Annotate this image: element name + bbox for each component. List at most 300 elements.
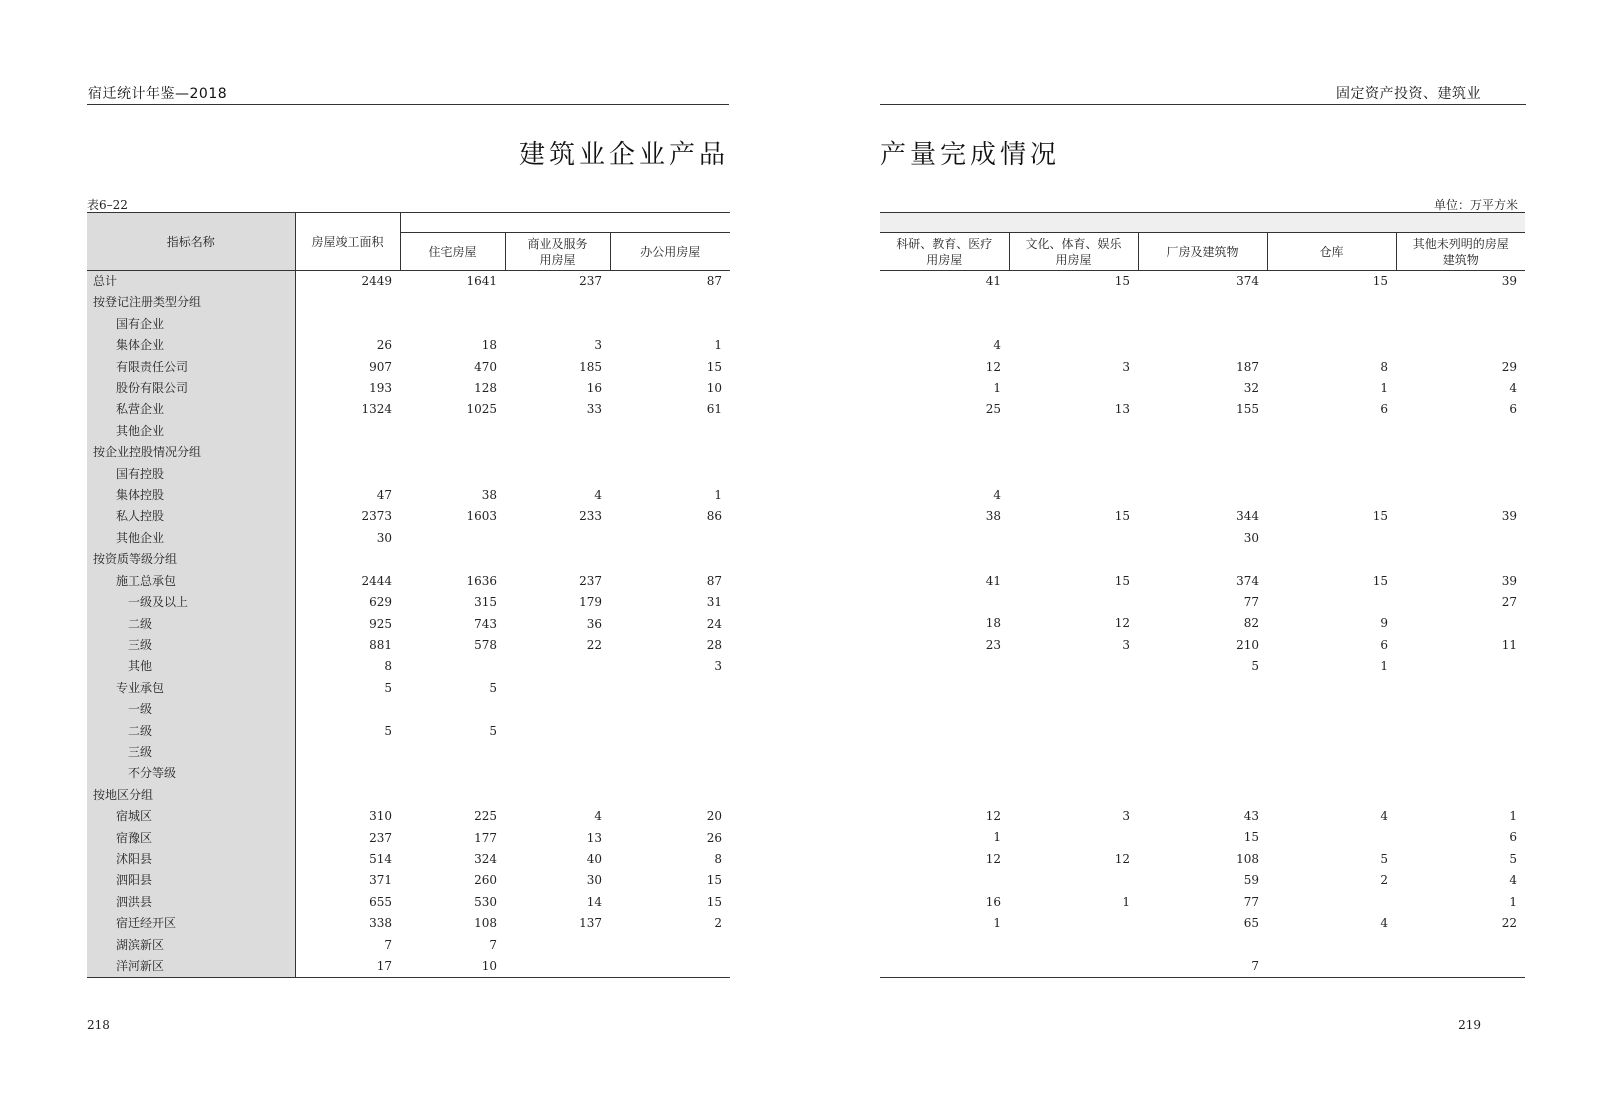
cell-research <box>880 742 1009 763</box>
cell-office <box>610 699 730 720</box>
table-row <box>880 378 1525 399</box>
table-row <box>87 656 730 677</box>
cell-total: 338 <box>369 916 392 931</box>
cell-culture: 3 <box>1122 637 1130 652</box>
cell-residential: 225 <box>474 809 497 824</box>
cell-total: 17 <box>295 956 400 978</box>
cell-culture <box>1009 292 1138 313</box>
cell-factory <box>1138 314 1267 335</box>
cell-commercial: 22 <box>586 637 602 652</box>
row-label: 专业承包 <box>87 678 295 699</box>
cell-factory: 210 <box>1236 637 1259 652</box>
cell-culture: 3 <box>1122 808 1130 823</box>
cell-factory: 108 <box>1236 851 1259 866</box>
row-label: 泗洪县 <box>87 892 295 913</box>
table-row <box>880 870 1525 891</box>
cell-residential: 578 <box>474 637 497 652</box>
table-row <box>880 421 1525 442</box>
cell-other <box>1396 678 1525 699</box>
cell-office: 61 <box>706 402 723 417</box>
header-factory-buildings: 厂房及建筑物 <box>1138 233 1267 271</box>
cell-residential <box>400 528 505 549</box>
table-row <box>880 357 1525 378</box>
cell-culture <box>1009 335 1138 356</box>
cell-other: 6 <box>1509 402 1517 417</box>
header-office: 办公用房屋 <box>610 233 730 271</box>
cell-research <box>880 720 1009 741</box>
cell-office <box>610 721 730 742</box>
right-page <box>804 0 1609 1099</box>
cell-research <box>880 292 1009 313</box>
row-label: 其他企业 <box>87 421 295 442</box>
running-head-left: 宿迁统计年鉴—2018 <box>88 86 228 102</box>
cell-office <box>610 464 730 485</box>
table-row <box>87 614 730 635</box>
cell-warehouse: 4 <box>1380 916 1388 930</box>
cell-research: 1 <box>993 830 1001 845</box>
cell-office <box>610 763 730 784</box>
row-label: 总计 <box>87 271 295 293</box>
cell-factory <box>1138 742 1267 763</box>
cell-research <box>880 442 1009 463</box>
table-row <box>87 699 730 720</box>
cell-office: 15 <box>706 873 723 888</box>
cell-office: 87 <box>706 274 723 288</box>
cell-other: 29 <box>1501 359 1517 374</box>
cell-research <box>880 549 1009 570</box>
cell-factory: 187 <box>1236 359 1259 374</box>
table-row <box>880 720 1525 741</box>
header-commercial: 商业及服务用房屋 <box>505 233 610 271</box>
cell-residential: 1603 <box>466 509 497 524</box>
row-label: 国有控股 <box>87 464 295 485</box>
cell-office: 28 <box>706 637 723 652</box>
table-row <box>87 506 730 527</box>
page-number-left: 218 <box>87 1018 110 1032</box>
row-label: 宿迁经开区 <box>87 913 295 934</box>
table-row <box>87 399 730 420</box>
cell-research <box>880 678 1009 699</box>
cell-office <box>610 742 730 763</box>
cell-factory <box>1138 464 1267 485</box>
row-label: 一级及以上 <box>87 592 295 613</box>
cell-other <box>1396 656 1525 677</box>
row-label: 二级 <box>87 721 295 742</box>
cell-office <box>610 528 730 549</box>
cell-research: 41 <box>985 274 1001 288</box>
cell-office <box>610 442 730 463</box>
cell-warehouse: 2 <box>1380 873 1388 888</box>
cell-warehouse <box>1267 763 1396 784</box>
row-label: 二级 <box>87 614 295 635</box>
cell-commercial: 33 <box>586 402 602 417</box>
cell-office: 15 <box>706 359 723 374</box>
cell-culture: 13 <box>1114 402 1130 417</box>
table-row <box>87 870 730 891</box>
cell-total: 30 <box>376 530 392 545</box>
cell-office <box>610 421 730 442</box>
table-row <box>880 464 1525 485</box>
cell-residential: 128 <box>474 381 497 396</box>
cell-research <box>880 464 1009 485</box>
page-number-right: 219 <box>1458 1018 1481 1032</box>
row-label: 施工总承包 <box>87 571 295 592</box>
cell-office: 26 <box>706 830 723 845</box>
cell-commercial: 137 <box>579 916 602 931</box>
cell-office: 87 <box>706 573 723 588</box>
cell-factory <box>1138 678 1267 699</box>
table-row <box>880 442 1525 463</box>
cell-total: 8 <box>384 659 392 674</box>
table-row <box>880 849 1525 870</box>
cell-research <box>880 785 1009 806</box>
cell-warehouse: 15 <box>1372 274 1388 288</box>
cell-total: 655 <box>369 894 392 909</box>
cell-residential: 743 <box>474 616 497 631</box>
cell-total: 193 <box>369 381 392 396</box>
cell-office <box>610 314 730 335</box>
table-row <box>87 592 730 613</box>
cell-factory: 77 <box>1243 595 1259 609</box>
cell-warehouse <box>1267 442 1396 463</box>
header-other-buildings: 其他未列明的房屋建筑物 <box>1396 233 1525 271</box>
table-row <box>87 742 730 763</box>
table-row <box>880 913 1525 934</box>
cell-residential <box>400 763 505 784</box>
cell-warehouse: 8 <box>1380 359 1388 374</box>
row-label: 集体控股 <box>87 485 295 506</box>
table-row <box>880 571 1525 592</box>
cell-research: 25 <box>985 402 1001 417</box>
table-row <box>87 571 730 592</box>
cell-research <box>880 763 1009 784</box>
table-row <box>880 699 1525 720</box>
cell-commercial <box>505 721 610 742</box>
cell-culture <box>1009 699 1138 720</box>
row-label: 三级 <box>87 742 295 763</box>
table-row <box>880 292 1525 313</box>
cell-other: 1 <box>1509 808 1517 823</box>
cell-factory: 65 <box>1243 916 1259 930</box>
cell-other: 4 <box>1509 381 1517 395</box>
table-row <box>87 913 730 934</box>
cell-research: 4 <box>993 338 1001 353</box>
row-label: 私营企业 <box>87 399 295 420</box>
table-row <box>880 635 1525 656</box>
cell-residential: 7 <box>489 937 497 952</box>
cell-total: 2449 <box>361 274 392 288</box>
data-table-left <box>87 212 730 978</box>
cell-office: 8 <box>714 851 723 866</box>
cell-office: 10 <box>706 381 723 396</box>
row-label: 其他企业 <box>87 528 295 549</box>
cell-warehouse: 4 <box>1380 808 1388 823</box>
cell-warehouse <box>1267 892 1396 913</box>
cell-residential <box>400 421 505 442</box>
cell-culture <box>1009 656 1138 677</box>
cell-research: 18 <box>985 616 1001 631</box>
cell-total: 907 <box>369 359 392 374</box>
row-label: 有限责任公司 <box>87 357 295 378</box>
cell-culture <box>1009 870 1138 891</box>
cell-factory <box>1138 485 1267 506</box>
cell-residential: 324 <box>474 851 497 866</box>
cell-residential: 1636 <box>466 573 497 588</box>
cell-office: 31 <box>706 595 723 610</box>
cell-commercial <box>505 421 610 442</box>
cell-total: 881 <box>369 637 392 652</box>
cell-commercial: 233 <box>579 509 602 524</box>
table-row <box>87 292 730 313</box>
cell-residential <box>400 656 505 677</box>
cell-residential: 108 <box>474 916 497 931</box>
cell-total: 26 <box>376 338 392 353</box>
cell-residential: 38 <box>481 488 497 503</box>
cell-total: 5 <box>384 680 392 695</box>
cell-commercial: 3 <box>594 338 602 353</box>
running-head-right: 固定资产投资、建筑业 <box>1336 86 1481 102</box>
left-page <box>0 0 804 1099</box>
cell-other: 39 <box>1501 274 1517 288</box>
cell-commercial: 16 <box>586 381 602 396</box>
table-number: 表6–22 <box>87 198 128 212</box>
header-rule-right <box>880 104 1526 105</box>
cell-office: 3 <box>714 659 723 674</box>
cell-factory <box>1138 785 1267 806</box>
cell-warehouse: 15 <box>1372 573 1388 588</box>
cell-other <box>1396 934 1525 955</box>
cell-culture <box>1009 592 1138 613</box>
cell-other: 4 <box>1509 873 1517 888</box>
cell-warehouse <box>1267 549 1396 570</box>
header-culture-sports-entertainment: 文化、体育、娱乐用房屋 <box>1009 233 1138 271</box>
cell-residential <box>400 549 505 570</box>
cell-research <box>880 699 1009 720</box>
cell-warehouse: 1 <box>1380 659 1388 674</box>
cell-commercial <box>505 742 610 763</box>
table-row <box>87 806 730 827</box>
table-row <box>880 271 1525 293</box>
row-label: 宿城区 <box>87 806 295 827</box>
table-row <box>880 314 1525 335</box>
cell-total: 237 <box>369 830 392 845</box>
table-row <box>880 892 1525 913</box>
cell-research: 12 <box>985 359 1001 374</box>
header-indicator-name: 指标名称 <box>87 213 295 271</box>
cell-office <box>610 678 730 699</box>
table-row <box>880 485 1525 506</box>
table-title-part-1: 建筑业企业产品 <box>518 140 729 170</box>
cell-other: 22 <box>1501 916 1517 930</box>
cell-residential <box>400 464 505 485</box>
cell-research: 41 <box>985 573 1001 588</box>
table-row <box>880 592 1525 613</box>
cell-total: 5 <box>384 723 392 738</box>
cell-office: 1 <box>714 488 723 503</box>
row-label: 国有企业 <box>87 314 295 335</box>
cell-research <box>880 934 1009 955</box>
cell-total: 2444 <box>361 573 392 588</box>
cell-commercial: 4 <box>594 488 602 503</box>
cell-warehouse <box>1267 785 1396 806</box>
row-label: 其他 <box>87 656 295 677</box>
cell-culture: 12 <box>1114 851 1130 866</box>
row-label: 一级 <box>87 699 295 720</box>
cell-office <box>610 292 730 313</box>
cell-factory <box>1138 720 1267 741</box>
table-row <box>880 785 1525 806</box>
cell-warehouse <box>1267 956 1396 978</box>
cell-warehouse <box>1267 528 1396 549</box>
cell-factory <box>1138 335 1267 356</box>
table-row <box>880 763 1525 784</box>
cell-residential: 18 <box>481 338 497 353</box>
cell-commercial <box>505 678 610 699</box>
table-row <box>880 528 1525 549</box>
cell-other <box>1396 528 1525 549</box>
cell-culture: 1 <box>1122 894 1130 909</box>
cell-other <box>1396 785 1525 806</box>
cell-residential <box>400 442 505 463</box>
cell-total <box>295 763 400 784</box>
cell-total: 7 <box>384 937 392 952</box>
cell-warehouse <box>1267 464 1396 485</box>
cell-other <box>1396 613 1525 634</box>
header-warehouse: 仓库 <box>1267 233 1396 271</box>
cell-office <box>610 549 730 570</box>
cell-total: 1324 <box>361 402 392 417</box>
cell-office <box>610 956 730 978</box>
cell-factory: 344 <box>1236 509 1259 524</box>
cell-other: 39 <box>1501 509 1517 524</box>
table-row <box>87 935 730 956</box>
header-completed-area: 房屋竣工面积 <box>295 213 400 271</box>
cell-commercial <box>505 935 610 956</box>
cell-warehouse: 6 <box>1380 402 1388 417</box>
cell-other: 11 <box>1501 637 1517 652</box>
cell-research: 1 <box>993 916 1001 930</box>
cell-culture <box>1009 464 1138 485</box>
cell-culture: 15 <box>1114 573 1130 588</box>
cell-warehouse <box>1267 742 1396 763</box>
table-row <box>87 357 730 378</box>
cell-total: 371 <box>369 873 392 888</box>
cell-factory: 59 <box>1243 873 1259 888</box>
cell-total <box>295 785 400 806</box>
cell-other <box>1396 720 1525 741</box>
cell-commercial <box>505 292 610 313</box>
row-label: 不分等级 <box>87 763 295 784</box>
cell-culture <box>1009 827 1138 848</box>
cell-residential: 1025 <box>466 402 497 417</box>
cell-culture <box>1009 442 1138 463</box>
row-label: 股份有限公司 <box>87 378 295 399</box>
cell-other <box>1396 464 1525 485</box>
cell-commercial <box>505 442 610 463</box>
cell-other: 39 <box>1501 573 1517 588</box>
cell-commercial: 185 <box>579 359 602 374</box>
data-table-right <box>880 212 1525 978</box>
cell-research <box>880 656 1009 677</box>
table-row <box>87 464 730 485</box>
cell-factory <box>1138 549 1267 570</box>
table-row <box>87 892 730 913</box>
cell-commercial <box>505 763 610 784</box>
cell-other <box>1396 763 1525 784</box>
cell-culture <box>1009 913 1138 934</box>
row-label: 私人控股 <box>87 506 295 527</box>
cell-culture <box>1009 956 1138 978</box>
cell-factory: 82 <box>1243 616 1259 631</box>
cell-factory <box>1138 934 1267 955</box>
cell-total <box>295 442 400 463</box>
cell-other <box>1396 314 1525 335</box>
table-row <box>880 335 1525 356</box>
cell-other <box>1396 442 1525 463</box>
row-label: 宿豫区 <box>87 828 295 849</box>
cell-other <box>1396 742 1525 763</box>
cell-research: 12 <box>985 808 1001 823</box>
table-row <box>880 678 1525 699</box>
cell-residential <box>400 699 505 720</box>
table-row <box>87 335 730 356</box>
cell-research: 1 <box>993 381 1001 395</box>
table-row <box>880 399 1525 420</box>
cell-culture <box>1009 314 1138 335</box>
table-row <box>880 506 1525 527</box>
cell-residential: 10 <box>400 956 505 978</box>
table-row <box>87 421 730 442</box>
cell-factory: 374 <box>1236 274 1259 288</box>
cell-residential: 5 <box>489 723 497 738</box>
cell-commercial <box>505 528 610 549</box>
cell-culture: 15 <box>1114 274 1130 288</box>
cell-culture <box>1009 742 1138 763</box>
table-row <box>87 956 730 978</box>
cell-culture <box>1009 720 1138 741</box>
cell-other <box>1396 699 1525 720</box>
cell-other <box>1396 485 1525 506</box>
cell-culture <box>1009 934 1138 955</box>
cell-commercial: 237 <box>579 274 602 288</box>
table-row <box>880 956 1525 978</box>
cell-culture <box>1009 785 1138 806</box>
cell-research: 38 <box>985 509 1001 524</box>
cell-commercial: 237 <box>579 573 602 588</box>
cell-culture <box>1009 678 1138 699</box>
cell-research: 16 <box>985 894 1001 909</box>
cell-warehouse <box>1267 720 1396 741</box>
table-row <box>87 635 730 656</box>
cell-residential: 177 <box>474 830 497 845</box>
row-label: 按企业控股情况分组 <box>87 442 295 463</box>
cell-commercial <box>505 785 610 806</box>
cell-culture <box>1009 421 1138 442</box>
table-row <box>87 763 730 784</box>
cell-total: 2373 <box>361 509 392 524</box>
cell-total <box>295 464 400 485</box>
row-label: 湖滨新区 <box>87 935 295 956</box>
table-row <box>880 656 1525 677</box>
table-row <box>87 271 730 293</box>
cell-culture <box>1009 485 1138 506</box>
cell-culture <box>1009 528 1138 549</box>
cell-research <box>880 421 1009 442</box>
header-residential: 住宅房屋 <box>400 233 505 271</box>
cell-other <box>1396 292 1525 313</box>
cell-office: 24 <box>706 616 723 631</box>
cell-residential: 1641 <box>466 274 497 288</box>
